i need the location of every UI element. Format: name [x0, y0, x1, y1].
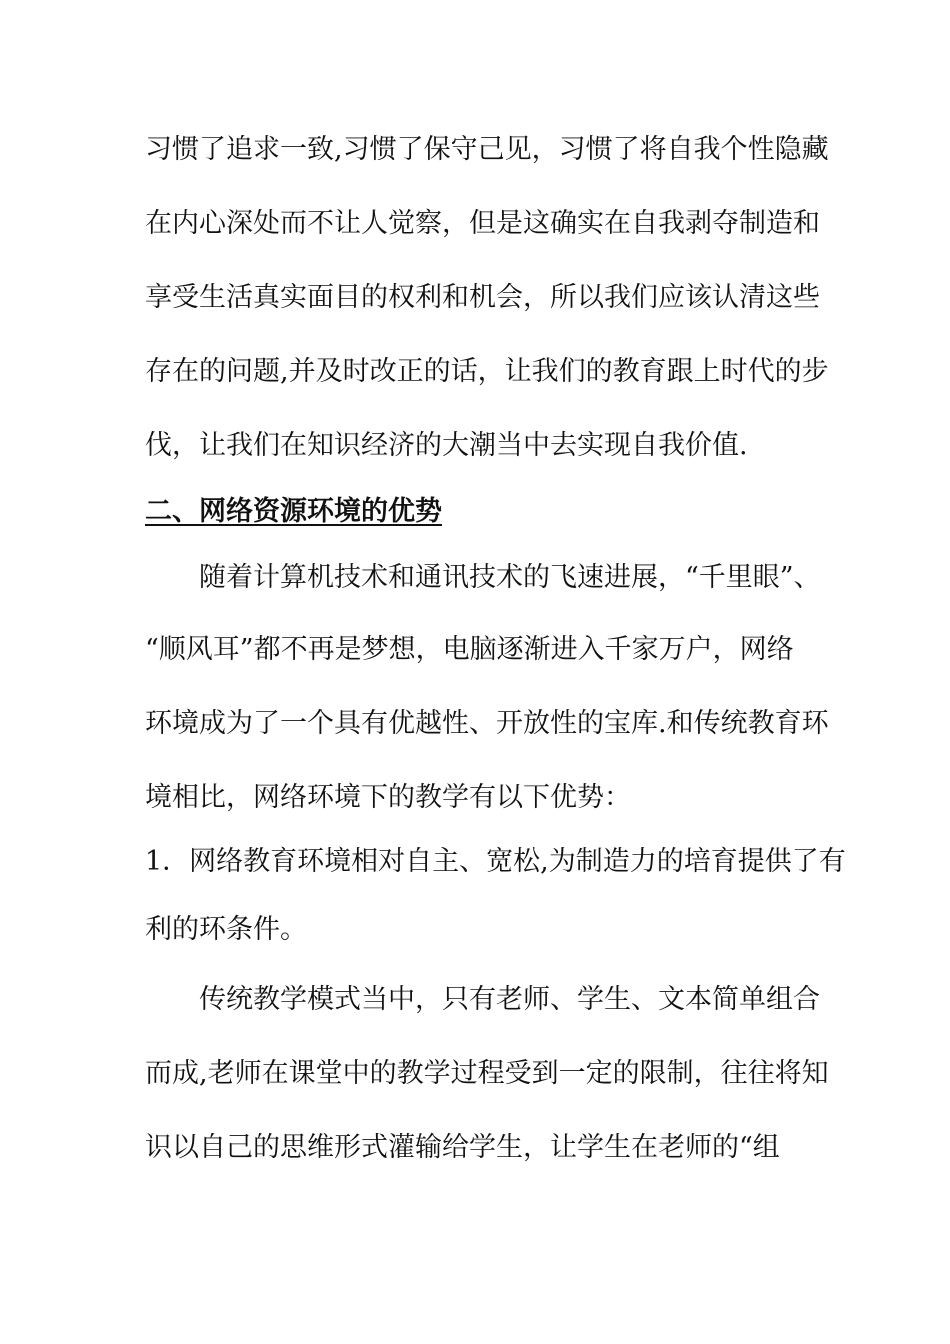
body-text-line: “顺风耳”都不再是梦想，电脑逐渐进入千家万户，网络 [145, 634, 794, 665]
body-text-line: 识以自己的思维形式灌输给学生，让学生在老师的“组 [145, 1132, 780, 1163]
body-text-line: 而成,老师在课堂中的教学过程受到一定的限制，往往将知 [145, 1058, 829, 1089]
body-text-line: 在内心深处而不让人觉察，但是这确实在自我剥夺制造和 [145, 208, 820, 239]
body-text-line: 享受生活真实面目的权利和机会，所以我们应该认清这些 [145, 282, 820, 313]
body-text-line: 境相比，网络环境下的教学有以下优势： [145, 782, 631, 813]
body-text-line: 传统教学模式当中，只有老师、学生、文本简单组合 [199, 984, 820, 1015]
body-text-line: 环境成为了一个具有优越性、开放性的宝库.和传统教育环 [145, 708, 829, 739]
body-text-line: 习惯了追求一致,习惯了保守己见，习惯了将自我个性隐藏 [145, 134, 829, 165]
section-heading: 二、网络资源环境的优势 [145, 496, 442, 527]
body-text-line: 存在的问题,并及时改正的话，让我们的教育跟上时代的步 [145, 356, 829, 387]
list-item-text-line: 1．网络教育环境相对自主、宽松,为制造力的培育提供了有 [145, 846, 846, 877]
list-item-text-line: 利的环条件。 [145, 914, 307, 945]
body-text-line: 伐，让我们在知识经济的大潮当中去实现自我价值. [145, 430, 748, 461]
body-text-line: 随着计算机技术和通讯技术的飞速进展，“千里眼”、 [199, 562, 821, 593]
